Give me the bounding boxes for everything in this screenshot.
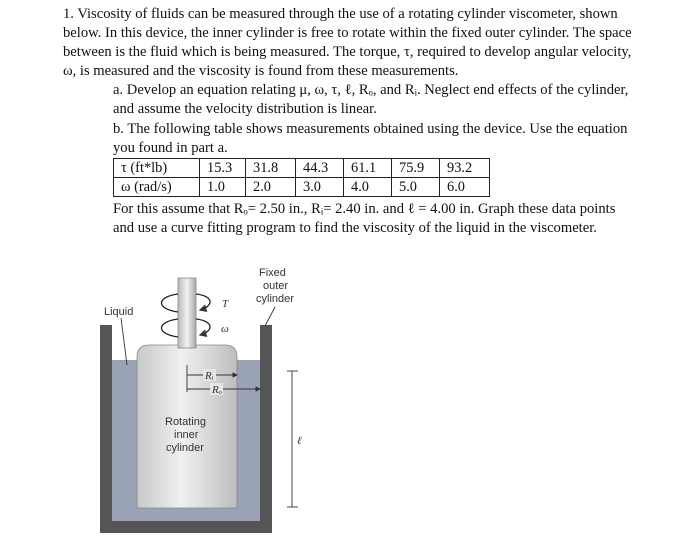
after-table-line-2: and use a curve fitting program to find the viscosity of the liquid in the viscometer. [113, 220, 597, 236]
problem-line-2: below. In this device, the inner cylinder is free to rotate within the fixed outer cylinder. The space [63, 25, 632, 41]
table-cell: 15.3 [200, 159, 246, 178]
shaft [178, 278, 196, 348]
part-b-line-1: b. The following table shows measurements obtained using the device. Use the equation [113, 121, 628, 137]
label-length: ℓ [297, 435, 302, 447]
label-outer: outer [263, 280, 289, 292]
table-cell: 1.0 [200, 178, 246, 197]
part-a-line-1: a. Develop an equation relating μ, ω, τ, ℓ, Rₒ, and Rᵢ. Neglect end effects of the cylinder, [113, 82, 629, 98]
table-cell: 61.1 [344, 159, 392, 178]
table-cell: 93.2 [440, 159, 490, 178]
table-cell: 6.0 [440, 178, 490, 197]
part-b-line-2: you found in part a. [113, 140, 228, 156]
after-table-line-1: For this assume that Rₒ= 2.50 in., Rᵢ= 2.40 in. and ℓ = 4.00 in. Graph these data points [113, 201, 616, 217]
torque-header: τ (ft*lb) [114, 159, 200, 178]
table-cell: 2.0 [246, 178, 296, 197]
label-outer-cylinder: cylinder [256, 293, 294, 305]
label-rotating: Rotating [165, 416, 206, 428]
label-liquid: Liquid [104, 306, 134, 318]
table-cell: 3.0 [296, 178, 344, 197]
label-omega: ω [221, 323, 229, 335]
label-ro: Rₒ [212, 384, 222, 396]
omega-header: ω (rad/s) [114, 178, 200, 197]
label-inner-cylinder: cylinder [166, 442, 204, 454]
label-torque: T [222, 298, 229, 310]
table-cell: 4.0 [344, 178, 392, 197]
problem-line-3: between is the fluid which is being measured. The torque, τ, required to develop angular velocity, [63, 44, 632, 60]
label-fixed: Fixed [259, 267, 286, 279]
table-cell: 31.8 [246, 159, 296, 178]
label-ri: Rᵢ [205, 370, 214, 382]
problem-line-1: 1. Viscosity of fluids can be measured through the use of a rotating cylinder viscometer, shown [63, 6, 618, 22]
table-cell: 5.0 [392, 178, 440, 197]
part-a-line-2: and assume the velocity distribution is linear. [113, 101, 377, 117]
label-inner: inner [174, 429, 199, 441]
table-cell: 44.3 [296, 159, 344, 178]
problem-line-4: ω, is measured and the viscosity is found from these measurements. [63, 63, 459, 79]
table-cell: 75.9 [392, 159, 440, 178]
